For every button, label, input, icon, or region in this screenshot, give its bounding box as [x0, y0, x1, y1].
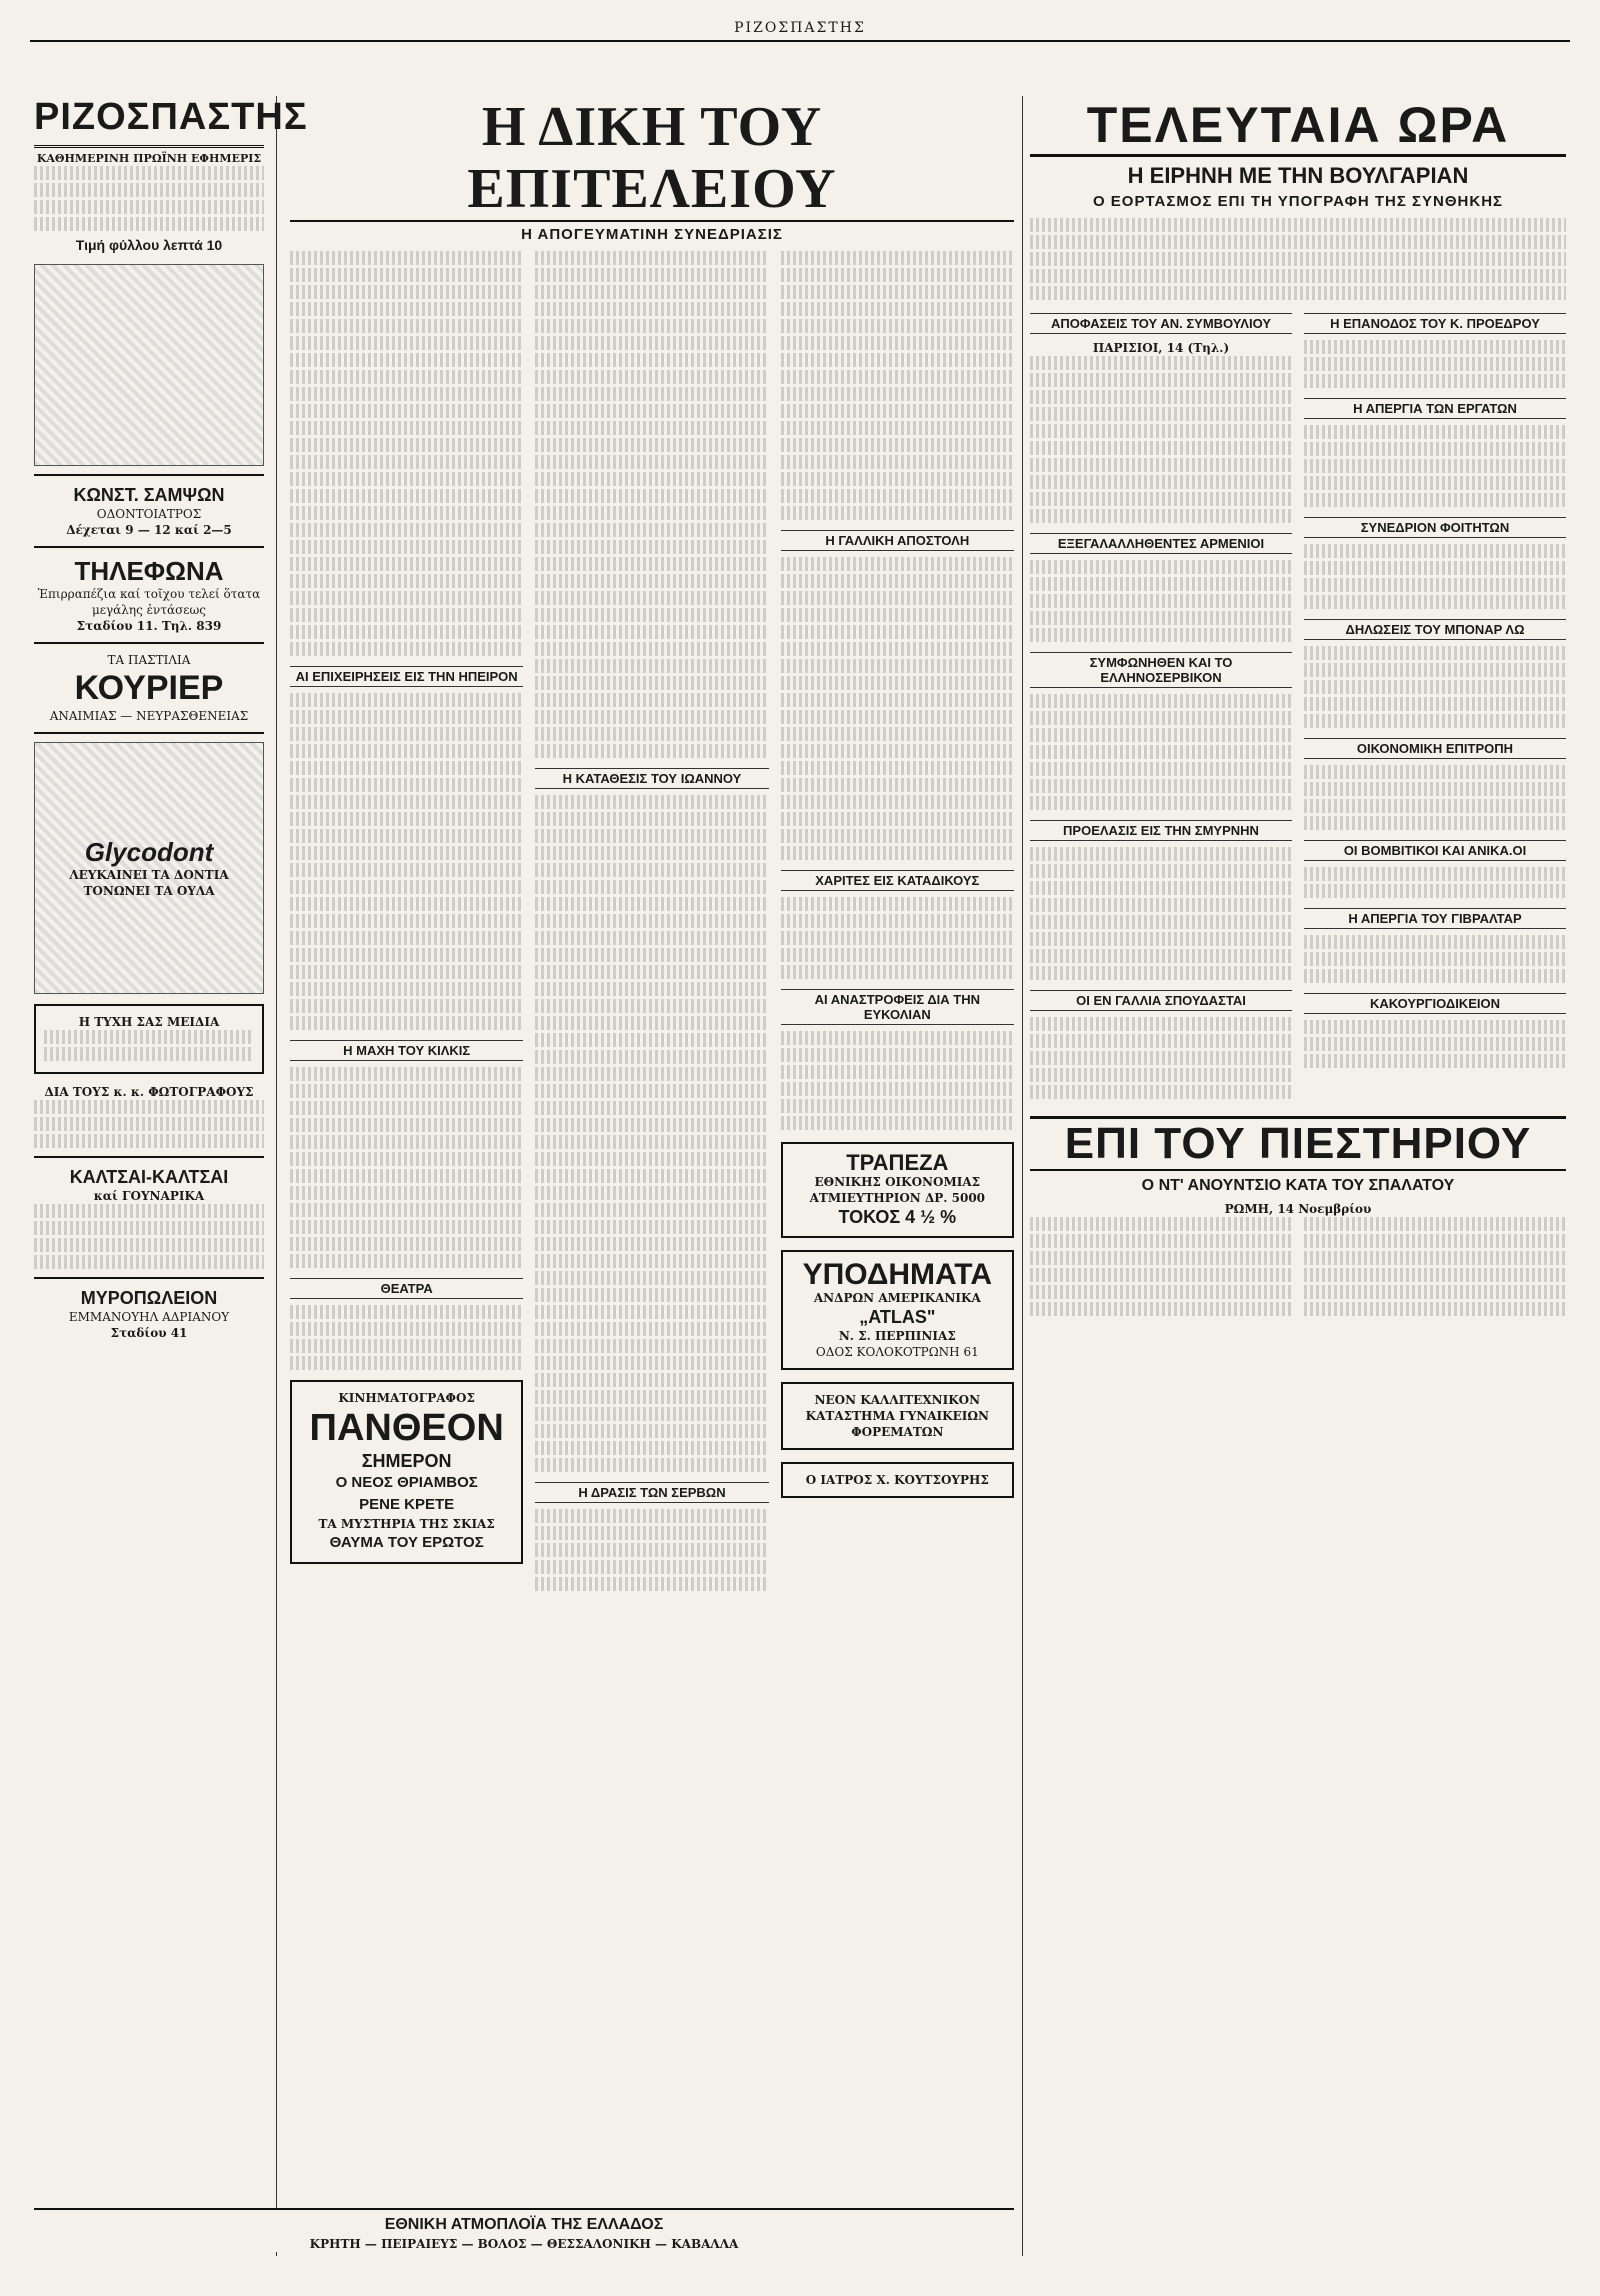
theatre-title: ΘΕΑΤΡΑ [290, 1278, 523, 1299]
fashion-ad [781, 1382, 1014, 1450]
section-title: Η ΑΠΕΡΓΙΑ ΤΩΝ ΕΡΓΑΤΩΝ [1304, 398, 1566, 419]
perfume-title: ΜΥΡΟΠΩΛΕΙΟΝ [80, 1288, 218, 1308]
section-title: ΣΥΝΕΔΡΙΟΝ ΦΟΙΤΗΤΩΝ [1304, 517, 1566, 538]
section-title: Η ΔΡΑΣΙΣ ΤΩΝ ΣΕΡΒΩΝ [535, 1482, 768, 1503]
lottery-ad [34, 1004, 264, 1074]
page-header: ΡΙΖΟΣΠΑΣΤΗΣ [734, 20, 866, 36]
bottom-dateline: ΡΩΜΗ, 14 Νοεμβρίου [1224, 1202, 1372, 1216]
article-column [1304, 303, 1566, 1102]
dentist-title: ΚΩΝΣΤ. ΣΑΜΨΩΝ [73, 485, 225, 505]
peace-headline: Η ΕΙΡΗΝΗ ΜΕ ΤΗΝ ΒΟΥΛΓΑΡΙΑΝ [1127, 163, 1469, 188]
perfume-address: Σταδίου 41 [110, 1326, 188, 1340]
section-title: Η ΑΠΕΡΓΙΑ ΤΟΥ ΓΙΒΡΑΛΤΑΡ [1304, 908, 1566, 929]
right-column [1030, 96, 1566, 2256]
pastilles-title: ΚΟΥΡΙΕΡ [74, 669, 224, 707]
column-rule [1022, 96, 1023, 2256]
cartoon-illustration [34, 264, 264, 466]
cinema-name: ΠΑΝΘΕΟΝ [309, 1407, 504, 1449]
shipping-title: ΕΘΝΙΚΗ ΑΤΜΟΠΛΟΪΑ ΤΗΣ ΕΛΛΑΔΟΣ [384, 2216, 664, 2233]
cinema-today: ΣΗΜΕΡΟΝ [361, 1451, 452, 1471]
bottom-subhead: Ο ΝΤ' ΑΝΟΥΝΤΣΙΟ ΚΑΤΑ ΤΟΥ ΣΠΑΛΑΤΟΥ [1141, 1177, 1455, 1194]
phones-title: ΤΗΛΕΦΩΝΑ [74, 556, 224, 586]
pastilles-pre: ΤΑ ΠΑΣΤΙΛΙΑ [107, 653, 191, 667]
section-title: Η ΕΠΑΝΟΔΟΣ ΤΟΥ Κ. ΠΡΟΕΔΡΟΥ [1304, 313, 1566, 334]
socks-sub: καί ΓΟΥΝΑΡΙΚΑ [93, 1189, 205, 1203]
article-column [1030, 303, 1292, 1102]
socks-title: ΚΑΛΤΣΑΙ-ΚΑΛΤΣΑΙ [69, 1167, 229, 1187]
cinema-star: ΡΕΝΕ ΚΡΕΤΕ [359, 1496, 455, 1513]
main-subhead: Η ΑΠΟΓΕΥΜΑΤΙΝΗ ΣΥΝΕΔΡΙΑΣΙΣ [521, 226, 783, 243]
article-column [290, 251, 523, 1594]
shoes-ad [781, 1250, 1014, 1370]
glycodont-line1: ΛΕΥΚΑΙΝΕΙ ΤΑ ΔΟΝΤΙΑ [69, 868, 229, 882]
cinema-ad [290, 1380, 523, 1564]
glycodont-line2: ΤΟΝΩΝΕΙ ΤΑ ΟΥΛΑ [83, 884, 215, 898]
top-rule [30, 40, 1570, 42]
bank-name: ΕΘΝΙΚΗΣ ΟΙΚΟΝΟΜΙΑΣ [814, 1175, 981, 1189]
shipping-route: ΚΡΗΤΗ — ΠΕΙΡΑΙΕΥΣ — ΒΟΛΟΣ — ΘΕΣΣΑΛΟΝΙΚΗ — ΚΑΒΑΛΛΑ [309, 2237, 739, 2251]
section-title: ΧΑΡΙΤΕΣ ΕΙΣ ΚΑΤΑΔΙΚΟΥΣ [781, 870, 1014, 891]
section-title: ΣΥΜΦΩΝΗΘΕΝ ΚΑΙ ΤΟ ΕΛΛΗΝΟΣΕΡΒΙΚΟΝ [1030, 652, 1292, 688]
section-title: ΟΙ ΒΟΜΒΙΤΙΚΟΙ ΚΑΙ ΑΝΙΚΑ.ΟΙ [1304, 840, 1566, 861]
perfume-sub: ΕΜΜΑΝΟΥΗΛ ΑΔΡΙΑΝΟΥ [68, 1310, 230, 1324]
section-title: Η ΓΑΛΛΙΚΗ ΑΠΟΣΤΟΛΗ [781, 530, 1014, 551]
section-title: ΟΙΚΟΝΟΜΙΚΗ ΕΠΙΤΡΟΠΗ [1304, 738, 1566, 759]
bottom-headline: ΕΠΙ ΤΟΥ ΠΙΕΣΤΗΡΙΟΥ [1030, 1116, 1566, 1171]
pastilles-text: ΑΝΑΙΜΙΑΣ — ΝΕΥΡΑΣΘΕΝΕΙΑΣ [49, 709, 249, 723]
shoes-sub: ΑΝΔΡΩΝ ΑΜΕΡΙΚΑΝΙΚΑ [813, 1291, 981, 1305]
section-title: ΟΙ ΕΝ ΓΑΛΛΙΑ ΣΠΟΥΔΑΣΤΑΙ [1030, 990, 1292, 1011]
section-title: ΑΙ ΑΝΑΣΤΡΟΦΕΙΣ ΔΙΑ ΤΗΝ ΕΥΚΟΛΙΑΝ [781, 989, 1014, 1025]
left-column [34, 96, 308, 2256]
doctor-title: Ο ΙΑΤΡΟΣ Χ. ΚΟΥΤΣΟΥΡΗΣ [805, 1473, 989, 1487]
section-title: ΠΡΟΕΛΑΣΙΣ ΕΙΣ ΤΗΝ ΣΜΥΡΝΗΝ [1030, 820, 1292, 841]
shoes-title: ΥΠΟΔΗΜΑΤΑ [802, 1258, 992, 1291]
shoes-seller: Ν. Σ. ΠΕΡΠΙΝΙΑΣ [838, 1329, 956, 1343]
main-headline: Η ΔΙΚΗ ΤΟΥ ΕΠΙΤΕΛΕΙΟΥ [290, 96, 1014, 222]
masthead: ΡΙΖΟΣΠΑΣΤΗΣ [34, 96, 264, 148]
phones-text: Ἐπιρραπέζια καί τοῖχου τελεί ὅτατα μεγάλης ἐντάσεως [37, 587, 261, 617]
lottery-title: Η ΤΥΧΗ ΣΑΣ ΜΕΙΔΙΑ [78, 1015, 220, 1029]
peace-subhead: Ο ΕΟΡΤΑΣΜΟΣ ΕΠΙ ΤΗ ΥΠΟΓΡΑΦΗ ΤΗΣ ΣΥΝΘΗΚΗΣ [1092, 193, 1504, 210]
section-title: ΑΠΟΦΑΣΕΙΣ ΤΟΥ ΑΝ. ΣΥΜΒΟΥΛΙΟΥ [1030, 313, 1292, 334]
photo-title: ΔΙΑ ΤΟΥΣ κ. κ. ΦΩΤΟΓΡΑΦΟΥΣ [44, 1085, 254, 1099]
section-title: ΚΑΚΟΥΡΓΙΟΔΙΚΕΙΟΝ [1304, 993, 1566, 1014]
article-column [781, 251, 1014, 1594]
cinema-film3: ΘΑΥΜΑ ΤΟΥ ΕΡΩΤΟΣ [329, 1534, 484, 1551]
doctor-ad [781, 1462, 1014, 1498]
last-hour-headline: ΤΕΛΕΥΤΑΙΑ ΩΡΑ [1030, 96, 1566, 157]
bank-title: ΤΡΑΠΕΖΑ [846, 1150, 949, 1175]
shoes-brand: „ATLAS" [859, 1307, 936, 1327]
glycodont-brand: Glycodont [84, 837, 214, 867]
bank-rate: ΤΟΚΟΣ 4 ½ % [838, 1207, 957, 1227]
section-title: ΕΞΕΓΑΛΑΛΛΗΘΕΝΤΕΣ ΑΡΜΕΝΙΟΙ [1030, 533, 1292, 554]
section-title: ΑΙ ΕΠΙΧΕΙΡΗΣΕΙΣ ΕΙΣ ΤΗΝ ΗΠΕΙΡΟΝ [290, 666, 523, 687]
fashion-title: ΝΕΟΝ ΚΑΛΛΙΤΕΧΝΙΚΟΝ ΚΑΤΑΣΤΗΜΑ ΓΥΝΑΙΚΕΙΩΝ ΦΟΡΕΜΑΤΩΝ [805, 1393, 989, 1439]
tagline: ΚΑΘΗΜΕΡΙΝΗ ΠΡΩΪΝΗ ΕΦΗΜΕΡΙΣ [36, 152, 262, 165]
cinema-film: Ο ΝΕΟΣ ΘΡΙΑΜΒΟΣ [335, 1474, 478, 1491]
cinema-film2: ΤΑ ΜΥΣΤΗΡΙΑ ΤΗΣ ΣΚΙΑΣ [318, 1517, 495, 1531]
bank-ad [781, 1142, 1014, 1238]
article-column [535, 251, 768, 1594]
shipping-ad [34, 2208, 1014, 2252]
section-title: Η ΚΑΤΑΘΕΣΙΣ ΤΟΥ ΙΩΑΝΝΟΥ [535, 768, 768, 789]
dateline: ΠΑΡΙΣΙΟΙ, 14 (Τηλ.) [1092, 341, 1230, 355]
section-title: Η ΜΑΧΗ ΤΟΥ ΚΙΛΚΙΣ [290, 1040, 523, 1061]
dentist-hours: Δέχεται 9 — 12 καί 2—5 [66, 523, 232, 537]
center-column [290, 96, 1014, 2256]
phones-address: Σταδίου 11. Τηλ. 839 [76, 619, 222, 633]
shoes-address: ΟΔΟΣ ΚΟΛΟΚΟΤΡΩΝΗ 61 [815, 1345, 979, 1359]
column-rule [276, 96, 277, 2256]
dentist-sub: ΟΔΟΝΤΟΙΑΤΡΟΣ [96, 507, 202, 521]
cinema-title: ΚΙΝΗΜΑΤΟΓΡΑΦΟΣ [338, 1391, 475, 1405]
price: Τιμή φύλλου λεπτά 10 [75, 237, 223, 253]
bank-text: ΑΤΜΙΕΥΤΗΡΙΟΝ ΔΡ. 5000 [809, 1191, 986, 1205]
section-title: ΔΗΛΩΣΕΙΣ ΤΟΥ ΜΠΟΝΑΡ ΛΩ [1304, 619, 1566, 640]
glycodont-ad [34, 742, 264, 994]
